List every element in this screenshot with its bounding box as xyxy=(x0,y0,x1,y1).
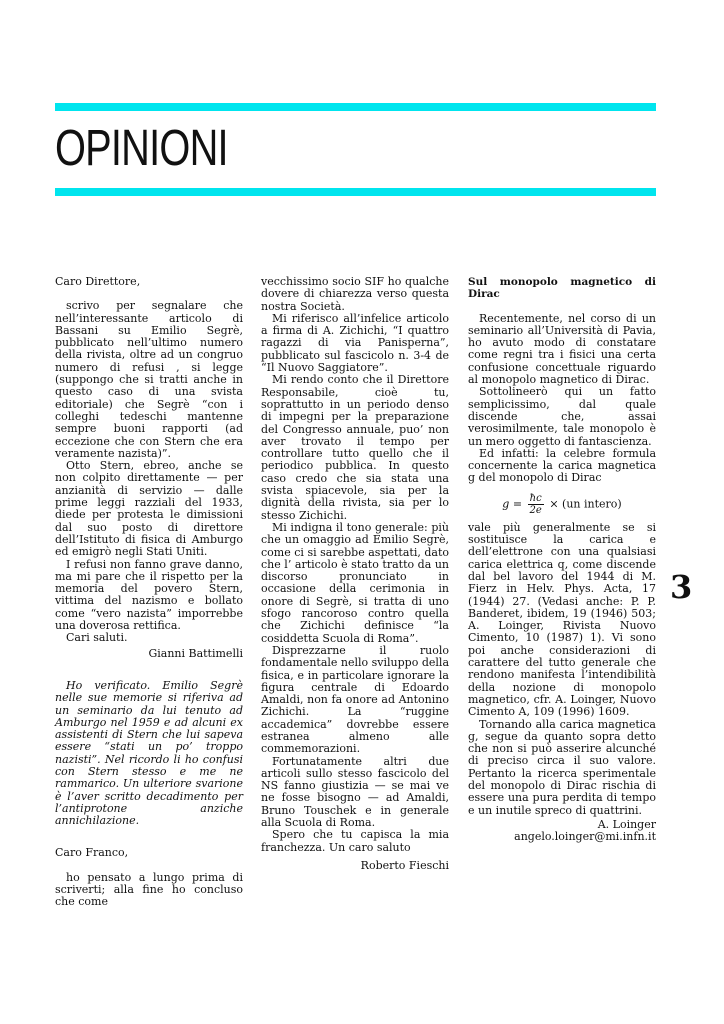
article-paragraph-3: Ed infatti: la celebre formula concernente la carica magnetica g del monopolo di Dirac xyxy=(468,446,656,485)
salutation-direttore: Caro Direttore, xyxy=(55,275,141,288)
formula-denominator: 2e xyxy=(529,504,542,516)
letter1-closing: Cari saluti. xyxy=(66,631,128,645)
letter2-paragraph-3: Mi rendo conto che il Direttore Responsabile, cioè tu, soprattutto in un periodo denso di impegni per la preparazione del Congresso annuale, puo’ non aver trovato il tempo per controllare tutto quello che il periodico pubblica. In questo caso credo che sia stata una svista spiacevole, sia per la dignità della rivista, sia per lo stesso Zichichi. xyxy=(261,373,449,522)
article-paragraph-5: Tornando alla carica magnetica g, segue da quanto sopra detto che non si può asserire alcunché di preciso circa il suo valore. Pertanto la ricerca sperimentale del monopolo di Dirac rischia di essere una pura perdita di tempo e un inutile spreco di quattrini. xyxy=(468,717,656,817)
column-right xyxy=(468,276,656,843)
letter2-paragraph-5: Disprezzarne il ruolo fondamentale nello sviluppo della fisica, e in particolare ignorare la figura centrale di Edoardo Amaldi, non fa onore ad Antonino Zichichi. La “ruggine accademica” dovrebbe essere estranea almeno alle commemorazioni. xyxy=(261,643,449,756)
letter2-paragraph-1-cont: vecchissimo socio SIF ho qualche dovere di chiarezza verso questa nostra Società. xyxy=(261,275,449,313)
author-email[interactable]: angelo.loinger@mi.infn.it xyxy=(514,830,656,844)
page-number: 3 xyxy=(670,568,693,606)
signature-loinger: A. Loinger xyxy=(597,817,656,831)
article-paragraph-4: vale più generalmente se si sostituisce la carica e dell’elettrone con una qualsiasi carica elettrica q, come discende dal bel lavoro del 1944 di M. Fierz in Helv. Phys. Acta, 17 (1944) 27. (Vedasi anche: P. P. Banderet, ibidem, 19 (1946) 503; A. Loinger, Rivista Nuovo Cimento, 10 (1987) 1). Vi sono poi anche considerazioni di carattere del tutto generale che rendono manifesta l’intendibilità della nozione di monopolo magnetico, cfr. A. Loinger, Nuovo Cimento A, 109 (1996) 1609. xyxy=(468,520,656,719)
letter2-paragraph-2: Mi riferisco all’infelice articolo a firma di A. Zichichi, “I quattro ragazzi di via Panisperna”, pubblicato sul fascicolo n. 3-4 de “Il Nuovo Saggiatore”. xyxy=(261,311,449,375)
top-cyan-rule xyxy=(55,103,656,111)
bottom-cyan-rule xyxy=(55,188,656,196)
letter2-paragraph-1: ho pensato a lungo prima di scriverti; alla fine ho concluso che come xyxy=(55,870,243,909)
letter1-paragraph-1: scrivo per segnalare che nell’interessante articolo di Bassani su Emilio Segrè, pubblicato nell’ultimo numero della rivista, oltre ad un congruo numero di refusi , si legge (suppongo che si tratti anche in questo caso di una svista editoriale) che Segrè “con i colleghi tedeschi mantenne sempre buoni rapporti (ad eccezione che con Stern che era veramente nazista)”. xyxy=(55,299,243,460)
column-left xyxy=(55,276,243,909)
letter2-paragraph-4: Mi indigna il tono generale: più che un omaggio ad Emilio Segrè, come ci si sarebbe aspettati, dato che l’ articolo è stato tratto da un discorso pronunciato in occasione della cerimonia in onore di Segrè, si tratta di uno sfogo rancoroso contro quella che Zichichi definisce “la cosiddetta Scuola di Roma”. xyxy=(261,520,449,645)
formula-fraction xyxy=(528,493,544,516)
article-paragraph-2: Sottolineerò qui un fatto semplicissimo, dal quale discende che, assai verosimilmente, tale monopolo è un mero oggetto di fantascienza. xyxy=(468,385,656,448)
signature-battimelli: Gianni Battimelli xyxy=(148,646,243,660)
formula-lhs: g = xyxy=(502,497,523,511)
formula-rhs: × (un intero) xyxy=(549,497,622,511)
dirac-formula xyxy=(468,493,656,516)
article-paragraph-1: Recentemente, nel corso di un seminario all’Università di Pavia, ho avuto modo di constatare come regni tra i fisici una certa confusione concettuale riguardo al monopolo magnetico di Dirac. xyxy=(468,311,656,387)
salutation-franco: Caro Franco, xyxy=(55,846,129,860)
column-middle xyxy=(261,276,449,872)
letter2-paragraph-6: Fortunatamente altri due articoli sullo stesso fascicolo del NS fanno giustizia — se mai ve ne fosse bisogno — ad Amaldi, Bruno Touschek e in generale alla Scuola di Roma. xyxy=(261,754,449,830)
letter1-paragraph-3: I refusi non fanno grave danno, ma mi pare che il rispetto per la memoria del povero Stern, vittima del nazismo e bollato come “vero nazista” imporrebbe una doverosa rettifica. xyxy=(55,557,243,633)
editor-reply: Ho verificato. Emilio Segrè nelle sue memorie si riferiva ad un seminario da lui tenuto ad Amburgo nel 1959 e ad alcuni ex assistenti di Stern che lui sapeva essere “stati un po’ troppo nazisti”. Nel ricordo li ho confusi con Stern stesso e me ne rammarico. Un ulteriore svarione è l’aver scritto decadimento per l’antiprotone anziche annichilazione. xyxy=(55,678,243,828)
signature-fieschi: Roberto Fieschi xyxy=(360,858,449,872)
letter2-closing: Spero che tu capisca la mia franchezza. Un caro saluto xyxy=(261,828,449,854)
letter1-paragraph-2: Otto Stern, ebreo, anche se non colpito direttamente — per anzianità di servizio — dalle prime leggi razziali del 1933, diede per protesta le dimissioni dal suo posto di direttore dell’Istituto di fisica di Amburgo ed emigrò negli Stati Uniti. xyxy=(55,459,243,559)
article-title: Sul monopolo magnetico di Dirac xyxy=(468,276,656,301)
formula-numerator: ħc xyxy=(528,493,544,505)
section-heading: OPINIONI xyxy=(55,119,228,176)
